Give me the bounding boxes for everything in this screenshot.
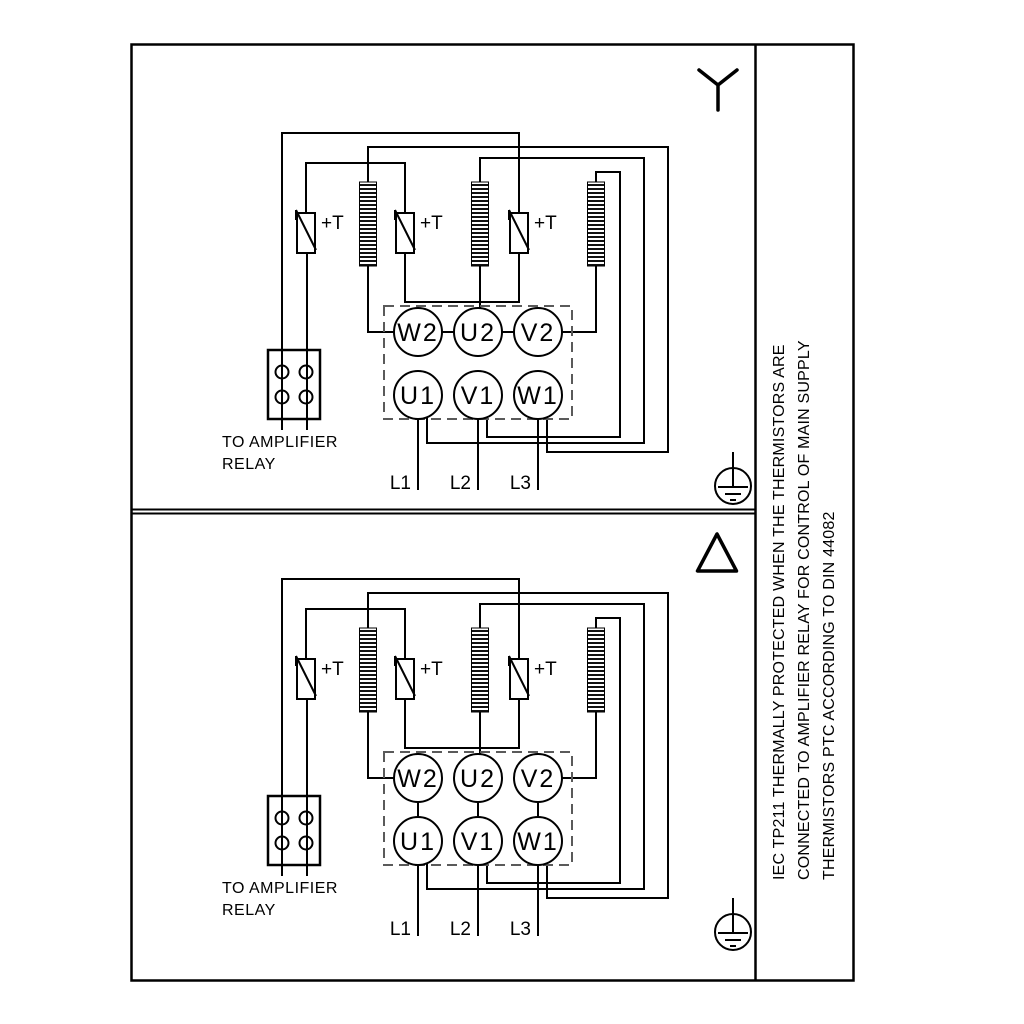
motor-winding-icon bbox=[360, 182, 377, 266]
svg-text:U1: U1 bbox=[400, 828, 436, 856]
terminal-u2 bbox=[454, 754, 502, 802]
motor-winding-icon bbox=[472, 182, 489, 266]
thermistor-label: +T bbox=[321, 659, 344, 680]
thermistor-label: +T bbox=[420, 213, 443, 234]
motor-winding-icon bbox=[360, 628, 377, 712]
side-note-line: IEC TP211 THERMALLY PROTECTED WHEN THE THERMISTORS ARE bbox=[771, 344, 788, 880]
relay-caption-line2: RELAY bbox=[222, 456, 276, 473]
svg-text:U2: U2 bbox=[460, 765, 496, 793]
supply-line-l2: L2 bbox=[449, 473, 471, 494]
svg-text:V1: V1 bbox=[460, 382, 496, 410]
motor-winding-icon bbox=[588, 628, 605, 712]
motor-winding-icon bbox=[588, 182, 605, 266]
thermistor-label: +T bbox=[321, 213, 344, 234]
thermistor-label: +T bbox=[534, 659, 557, 680]
terminal-w1 bbox=[514, 371, 562, 419]
terminal-u1 bbox=[394, 371, 442, 419]
svg-text:W1: W1 bbox=[517, 382, 559, 410]
motor-winding-icon bbox=[472, 628, 489, 712]
svg-text:W1: W1 bbox=[517, 828, 559, 856]
supply-line-l3: L3 bbox=[509, 919, 531, 940]
terminal-w1 bbox=[514, 817, 562, 865]
svg-text:V2: V2 bbox=[520, 765, 556, 793]
terminal-v1 bbox=[454, 817, 502, 865]
relay-caption-line1: TO AMPLIFIER bbox=[222, 434, 338, 451]
thermistor-label: +T bbox=[420, 659, 443, 680]
side-note-line: CONNECTED TO AMPLIFIER RELAY FOR CONTROL OF MAIN SUPPLY bbox=[796, 340, 813, 880]
svg-text:W2: W2 bbox=[397, 319, 439, 347]
svg-text:V1: V1 bbox=[460, 828, 496, 856]
supply-line-l2: L2 bbox=[449, 919, 471, 940]
terminal-u1 bbox=[394, 817, 442, 865]
terminal-w2 bbox=[394, 308, 442, 356]
supply-line-l1: L1 bbox=[389, 473, 411, 494]
svg-text:W2: W2 bbox=[397, 765, 439, 793]
terminal-v1 bbox=[454, 371, 502, 419]
terminal-w2 bbox=[394, 754, 442, 802]
svg-text:U2: U2 bbox=[460, 319, 496, 347]
relay-caption-line1: TO AMPLIFIER bbox=[222, 880, 338, 897]
relay-caption-line2: RELAY bbox=[222, 902, 276, 919]
terminal-u2 bbox=[454, 308, 502, 356]
thermistor-label: +T bbox=[534, 213, 557, 234]
svg-text:U1: U1 bbox=[400, 382, 436, 410]
terminal-v2 bbox=[514, 754, 562, 802]
svg-text:V2: V2 bbox=[520, 319, 556, 347]
supply-line-l1: L1 bbox=[389, 919, 411, 940]
terminal-v2 bbox=[514, 308, 562, 356]
side-note-line: THERMISTORS PTC ACCORDING TO DIN 44082 bbox=[821, 511, 838, 880]
supply-line-l3: L3 bbox=[509, 473, 531, 494]
